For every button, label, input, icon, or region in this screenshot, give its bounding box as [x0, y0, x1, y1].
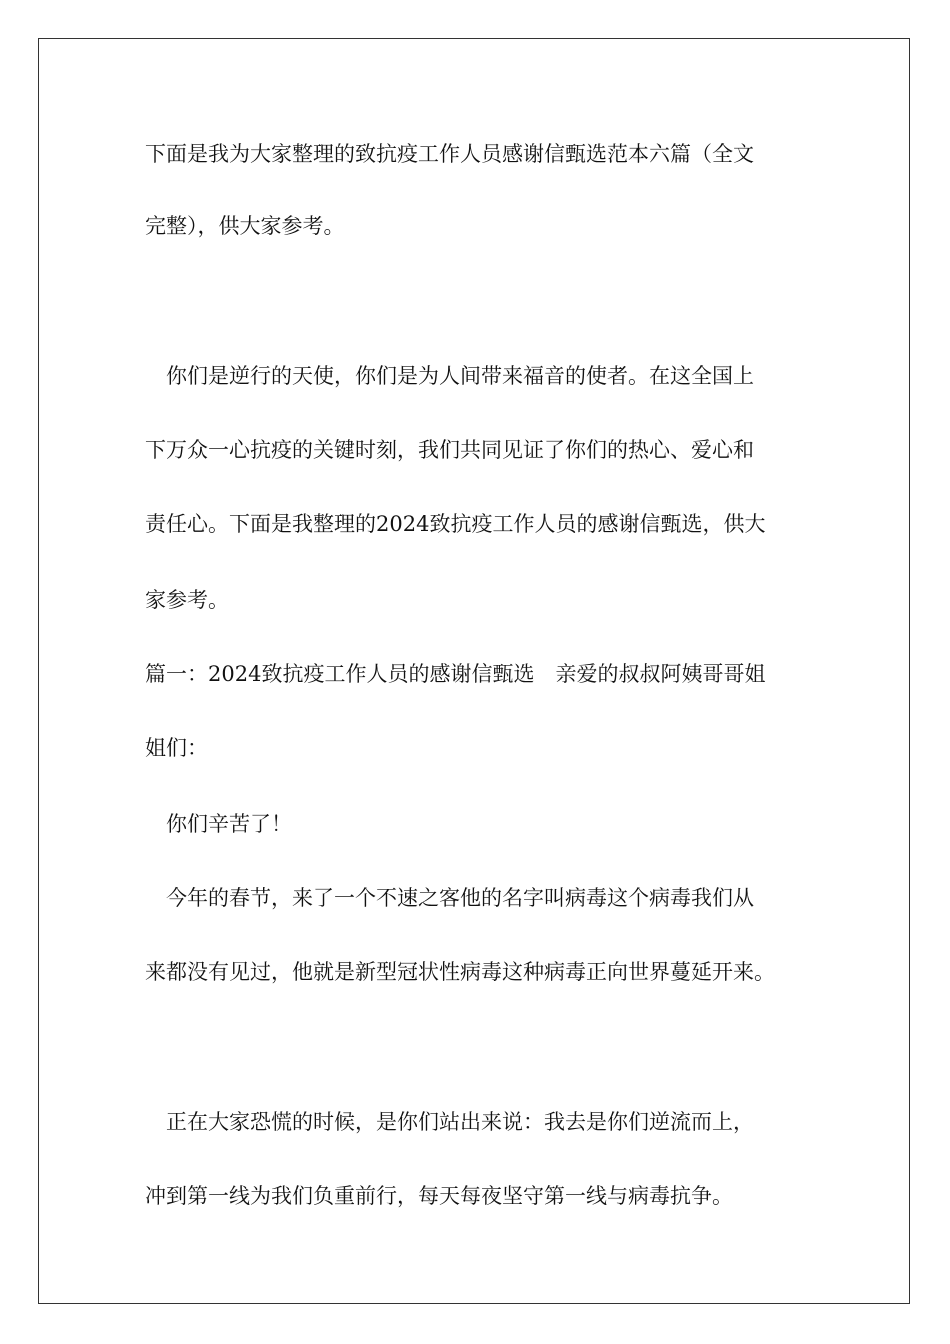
paragraph-3-line-1: 正在大家恐慌的时候，是你们站出来说：我去是你们逆流而上，: [166, 1110, 754, 1134]
paragraph-1-line-1: 你们是逆行的天使，你们是为人间带来福音的使者。在这全国上: [166, 364, 754, 388]
section-heading-line-2: 姐们：: [145, 736, 208, 760]
paragraph-1-line-3: 责任心。下面是我整理的2024致抗疫工作人员的感谢信甄选，供大: [145, 512, 766, 536]
paragraph-3-line-2: 冲到第一线为我们负重前行，每天每夜坚守第一线与病毒抗争。: [145, 1184, 733, 1208]
paragraph-1-line-2: 下万众一心抗疫的关键时刻，我们共同见证了你们的热心、爱心和: [145, 438, 754, 462]
greeting-line: 你们辛苦了！: [166, 812, 292, 836]
intro-line-1: 下面是我为大家整理的致抗疫工作人员感谢信甄选范本六篇（全文: [145, 142, 754, 166]
paragraph-1-line-4: 家参考。: [145, 588, 229, 612]
intro-line-2: 完整），供大家参考。: [145, 214, 345, 238]
paragraph-2-line-1: 今年的春节，来了一个不速之客他的名字叫病毒这个病毒我们从: [166, 886, 754, 910]
paragraph-2-line-2: 来都没有见过，他就是新型冠状性病毒这种病毒正向世界蔓延开来。: [145, 960, 775, 984]
section-heading-line-1: 篇一：2024致抗疫工作人员的感谢信甄选 亲爱的叔叔阿姨哥哥姐: [145, 662, 766, 686]
